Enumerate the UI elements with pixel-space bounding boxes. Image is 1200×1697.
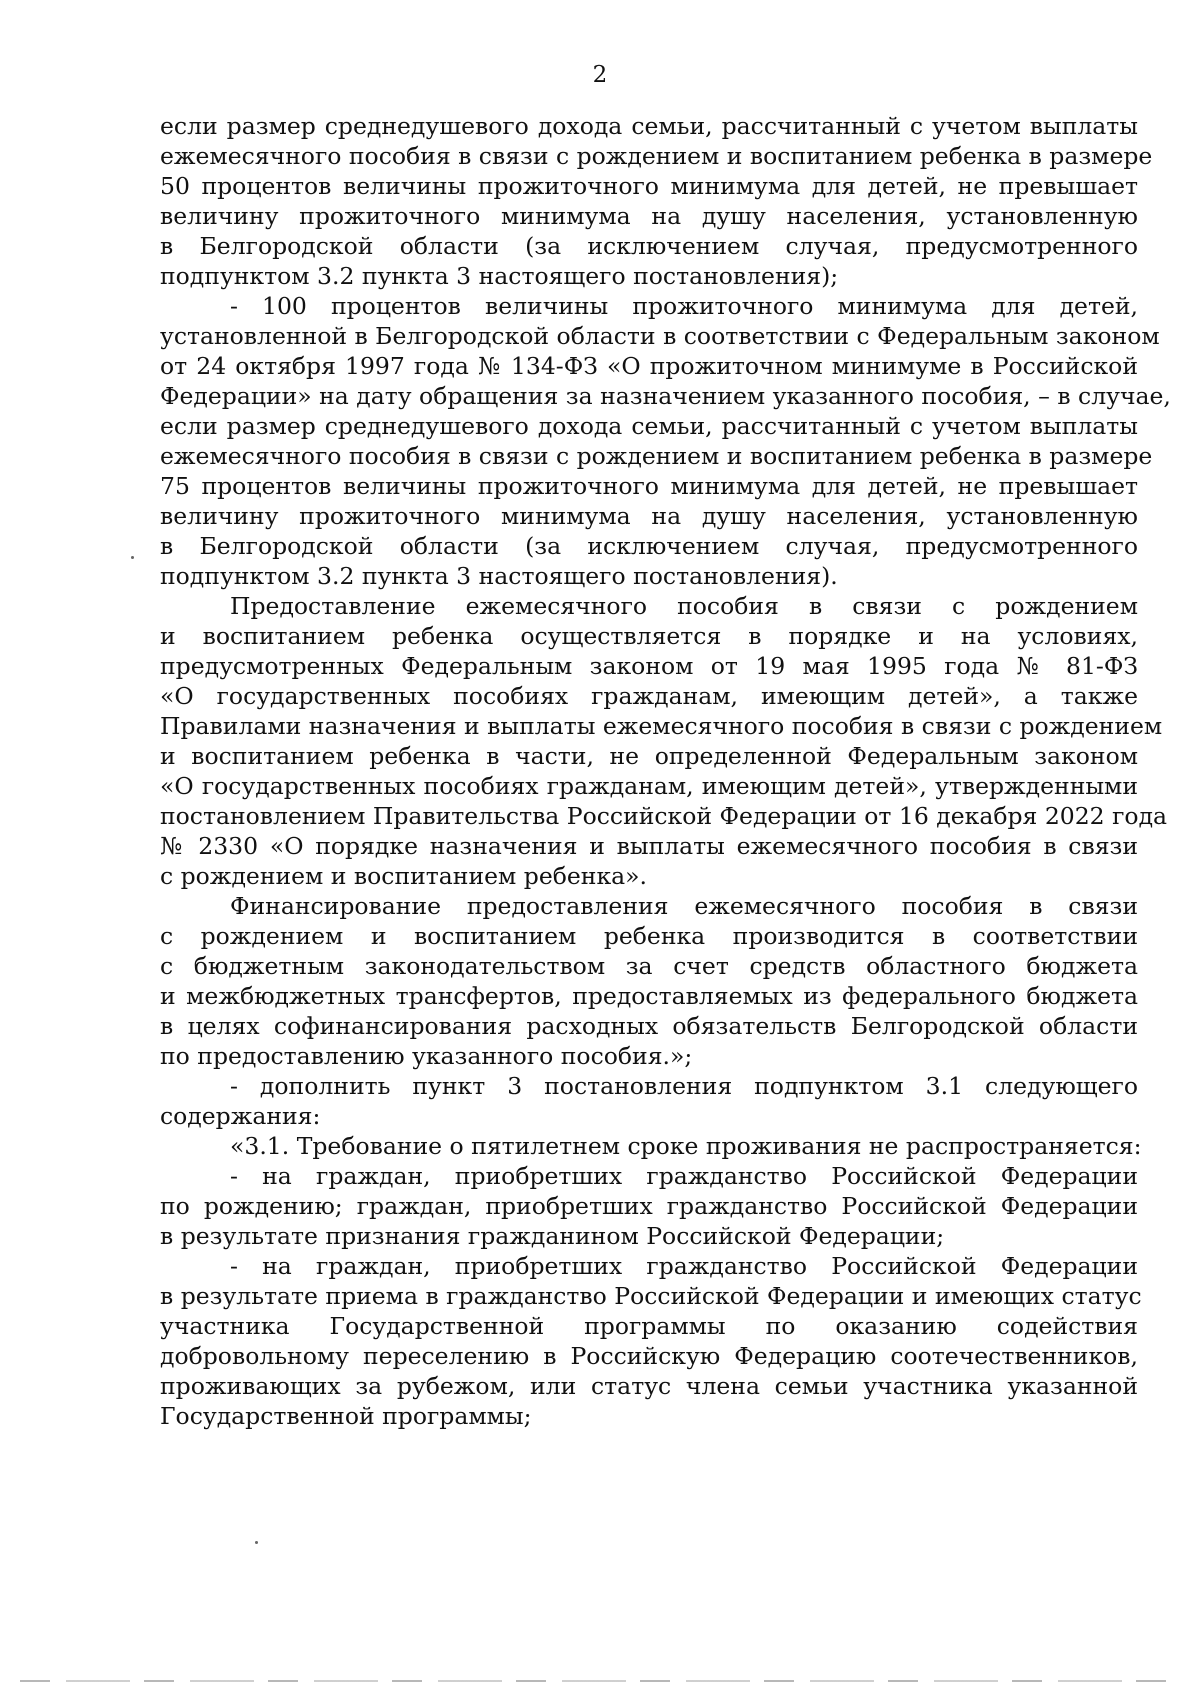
text-line: ежемесячного пособия в связи с рождением и воспитанием ребенка в размере: [160, 142, 1153, 170]
scan-edge-artifact: [20, 1680, 1170, 1682]
text-line: «3.1. Требование о пятилетнем сроке проживания не распространяется:: [230, 1132, 1142, 1160]
text-line: с бюджетным законодательством за счет средств областного бюджета: [160, 952, 1138, 980]
text-line: ежемесячного пособия в связи с рождением и воспитанием ребенка в размере: [160, 442, 1153, 470]
text-line: - на граждан, приобретших гражданство Российской Федерации: [230, 1252, 1138, 1280]
page-number: 2: [592, 62, 608, 88]
scan-speck: [255, 1541, 258, 1544]
text-line: в результате признания гражданином Российской Федерации;: [160, 1222, 945, 1250]
text-line: добровольному переселению в Российскую Федерацию соотечественников,: [160, 1342, 1138, 1370]
text-line: Предоставление ежемесячного пособия в связи с рождением: [230, 592, 1138, 620]
text-line: в целях софинансирования расходных обязательств Белгородской области: [160, 1012, 1138, 1040]
text-line: постановлением Правительства Российской Федерации от 16 декабря 2022 года: [160, 802, 1168, 830]
text-line: если размер среднедушевого дохода семьи, рассчитанный с учетом выплаты: [160, 112, 1138, 140]
text-line: величину прожиточного минимума на душу населения, установленную: [160, 502, 1138, 530]
text-line: «О государственных пособиях гражданам, имеющим детей», а также: [160, 682, 1138, 710]
text-line: проживающих за рубежом, или статус члена семьи участника указанной: [160, 1372, 1138, 1400]
text-line: - дополнить пункт 3 постановления подпунктом 3.1 следующего: [230, 1072, 1138, 1100]
text-line: по предоставлению указанного пособия.»;: [160, 1042, 693, 1070]
text-line: предусмотренных Федеральным законом от 19 мая 1995 года № 81-ФЗ: [160, 652, 1138, 680]
text-line: и воспитанием ребенка в части, не определенной Федеральным законом: [160, 742, 1138, 770]
text-line: если размер среднедушевого дохода семьи, рассчитанный с учетом выплаты: [160, 412, 1138, 440]
text-line: в Белгородской области (за исключением случая, предусмотренного: [160, 532, 1138, 560]
text-line: Финансирование предоставления ежемесячного пособия в связи: [230, 892, 1138, 920]
text-line: от 24 октября 1997 года № 134-ФЗ «О прожиточном минимуме в Российской: [160, 352, 1138, 380]
text-line: Федерации» на дату обращения за назначением указанного пособия, – в случае,: [160, 382, 1171, 410]
text-line: содержания:: [160, 1102, 321, 1130]
text-line: и межбюджетных трансфертов, предоставляемых из федерального бюджета: [160, 982, 1138, 1010]
text-line: с рождением и воспитанием ребенка производится в соответствии: [160, 922, 1138, 950]
text-line: 50 процентов величины прожиточного минимума для детей, не превышает: [160, 172, 1138, 200]
text-line: с рождением и воспитанием ребенка».: [160, 862, 648, 890]
text-line: по рождению; граждан, приобретших гражданство Российской Федерации: [160, 1192, 1138, 1220]
text-line: - 100 процентов величины прожиточного минимума для детей,: [230, 292, 1138, 320]
text-line: в результате приема в гражданство Российской Федерации и имеющих статус: [160, 1282, 1142, 1310]
text-line: установленной в Белгородской области в соответствии с Федеральным законом: [160, 322, 1160, 350]
text-line: Правилами назначения и выплаты ежемесячного пособия в связи с рождением: [160, 712, 1163, 740]
text-line: величину прожиточного минимума на душу населения, установленную: [160, 202, 1138, 230]
text-line: «О государственных пособиях гражданам, имеющим детей», утвержденными: [160, 772, 1138, 800]
text-line: Государственной программы;: [160, 1402, 532, 1430]
scan-speck: [131, 556, 134, 559]
text-line: - на граждан, приобретших гражданство Российской Федерации: [230, 1162, 1138, 1190]
text-line: подпунктом 3.2 пункта 3 настоящего постановления).: [160, 562, 838, 590]
text-line: и воспитанием ребенка осуществляется в порядке и на условиях,: [160, 622, 1138, 650]
text-line: подпунктом 3.2 пункта 3 настоящего постановления);: [160, 262, 839, 290]
text-line: в Белгородской области (за исключением случая, предусмотренного: [160, 232, 1138, 260]
text-line: 75 процентов величины прожиточного минимума для детей, не превышает: [160, 472, 1138, 500]
text-line: участника Государственной программы по оказанию содействия: [160, 1312, 1138, 1340]
text-line: № 2330 «О порядке назначения и выплаты ежемесячного пособия в связи: [160, 832, 1138, 860]
